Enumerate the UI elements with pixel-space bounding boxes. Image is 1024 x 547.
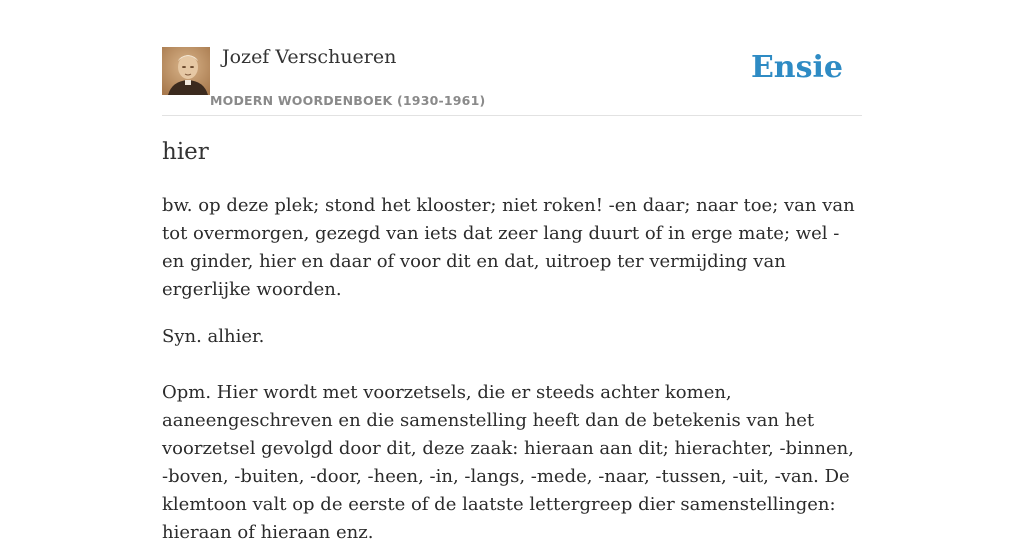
source-dictionary[interactable]: MODERN WOORDENBOEK (1930-1961) (210, 93, 486, 108)
remark-text: Opm. Hier wordt met voorzetsels, die er steeds achter komen, aaneengeschreven en die samenstelling heeft dan de betekenis van het voorzetsel gevolgd door dit, deze zaak: hieraan aan dit; hierachter, -binnen, -boven, -buiten, -door, -heen, -in, -langs, -mede, -naar, -tussen, -uit, -van. De klemtoon valt op de eerste of de laatste lettergreep dier samenstellingen: hieraan of hieraan enz. (162, 382, 854, 543)
definition-text: bw. op deze plek; stond het klooster; niet roken! -en daar; naar toe; van van tot overmorgen, gezegd van iets dat zeer lang duurt of in erge mate; wel - en ginder, hier en daar of voor dit en dat, uitroep ter vermijding van ergerlijke woorden. (162, 195, 855, 300)
synonyms-text: Syn. alhier. (162, 326, 265, 347)
author-avatar[interactable] (162, 47, 210, 95)
author-portrait-icon (162, 47, 210, 95)
author-name[interactable]: Jozef Verschueren (222, 46, 397, 68)
entry-content (162, 192, 862, 547)
header-divider (162, 115, 862, 116)
brand-logo[interactable]: Ensie (750, 50, 843, 85)
headword: hier (162, 139, 209, 165)
